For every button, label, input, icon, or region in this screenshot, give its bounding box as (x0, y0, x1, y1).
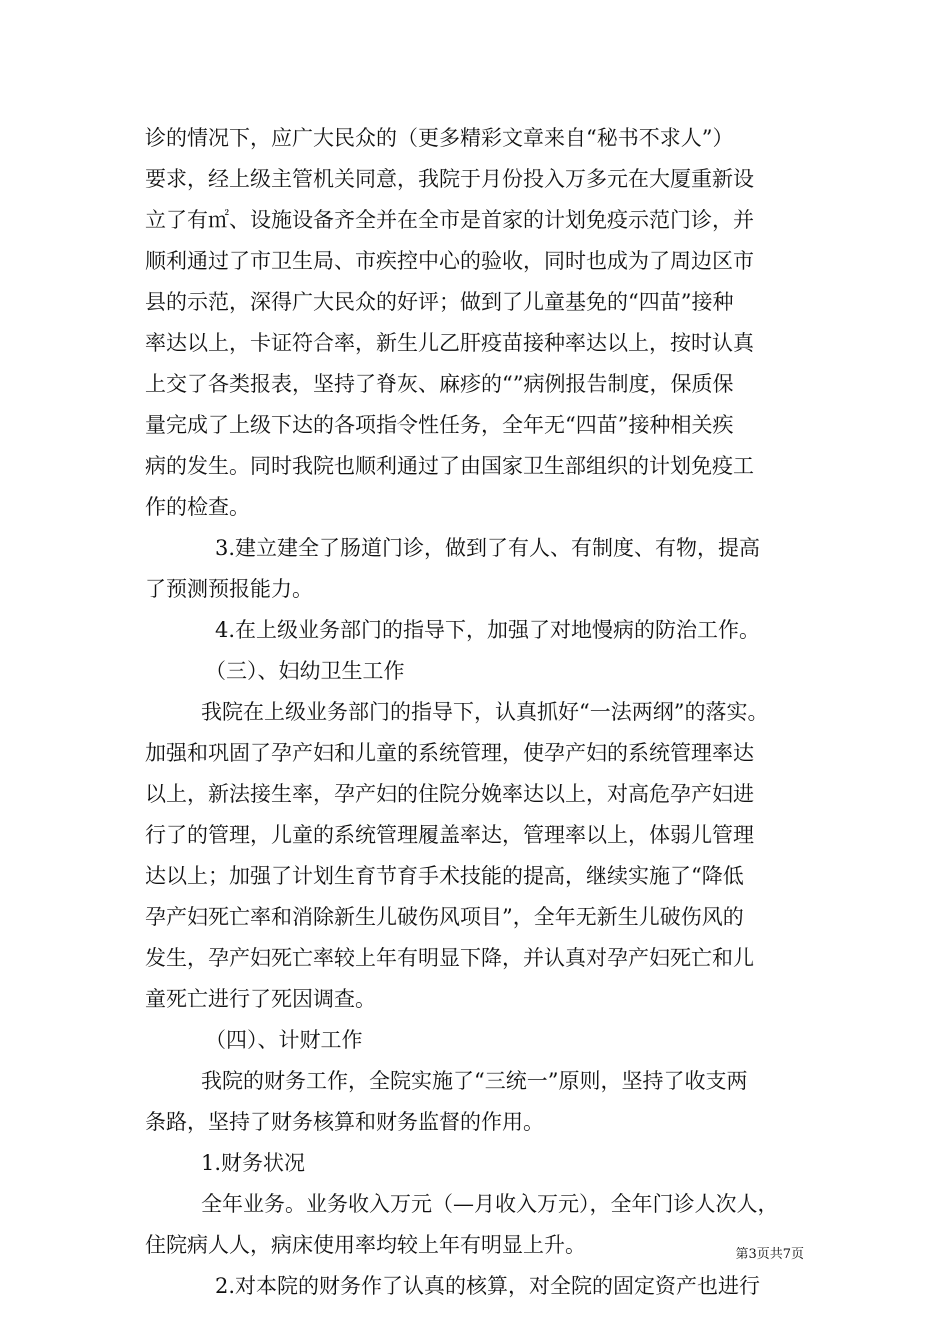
text-line: 了预测预报能力。 (145, 577, 313, 601)
paragraph-start: 全年业务。业务收入万元（—月收入万元），全年门诊人次人， (201, 1192, 779, 1216)
text-line: 要求，经上级主管机关同意，我院于月份投入万多元在大厦重新设 (145, 167, 754, 191)
page-number: 第3页共7页 (735, 1247, 804, 1262)
text-line: 立了有㎡、设施设备齐全并在全市是首家的计划免疫示范门诊，并 (145, 208, 754, 232)
text-line: 孕产妇死亡率和消除新生儿破伤风项目”，全年无新生儿破伤风的 (145, 905, 744, 929)
document-body (145, 118, 810, 1307)
text-line: 县的示范，深得广大民众的好评；做到了儿童基免的“四苗”接种 (145, 290, 734, 314)
section-heading: （三）、妇幼卫生工作 (205, 659, 405, 683)
numbered-item: 3.建立建全了肠道门诊，做到了有人、有制度、有物，提高 (215, 536, 761, 560)
text-line: 达以上；加强了计划生育节育手术技能的提高，继续实施了“降低 (145, 864, 744, 888)
numbered-item: 4.在上级业务部门的指导下，加强了对地慢病的防治工作。 (215, 618, 761, 642)
text-line: 上交了各类报表，坚持了脊灰、麻疹的“”病例报告制度，保质保 (145, 372, 734, 396)
numbered-item: 1.财务状况 (201, 1151, 306, 1175)
text-line: 作的检查。 (145, 495, 250, 519)
text-line: 童死亡进行了死因调查。 (145, 987, 376, 1011)
numbered-item: 2.对本院的财务作了认真的核算，对全院的固定资产也进行 (215, 1274, 761, 1298)
text-line: 条路，坚持了财务核算和财务监督的作用。 (145, 1110, 544, 1134)
text-line: 诊的情况下，应广大民众的（更多精彩文章来自“秘书不求人”） (145, 126, 734, 150)
paragraph-start: 我院的财务工作，全院实施了“三统一”原则，坚持了收支两 (201, 1069, 748, 1093)
text-line: 住院病人人，病床使用率均较上年有明显上升。 (145, 1233, 586, 1257)
text-line: 顺利通过了市卫生局、市疾控中心的验收，同时也成为了周边区市 (145, 249, 754, 273)
text-line: 加强和巩固了孕产妇和儿童的系统管理，使孕产妇的系统管理率达 (145, 741, 754, 765)
text-line: 发生，孕产妇死亡率较上年有明显下降，并认真对孕产妇死亡和儿 (145, 946, 754, 970)
text-line: 以上，新法接生率，孕产妇的住院分娩率达以上，对高危孕产妇进 (145, 782, 754, 806)
text-line: 率达以上，卡证符合率，新生儿乙肝疫苗接种率达以上，按时认真 (145, 331, 754, 355)
paragraph-start: 我院在上级业务部门的指导下，认真抓好“一法两纲”的落实。 (201, 700, 769, 724)
text-line: 量完成了上级下达的各项指令性任务，全年无“四苗”接种相关疾 (145, 413, 734, 437)
text-line: 病的发生。同时我院也顺利通过了由国家卫生部组织的计划免疫工 (145, 454, 754, 478)
section-heading: （四）、计财工作 (205, 1028, 363, 1052)
text-line: 行了的管理，儿童的系统管理履盖率达，管理率以上，体弱儿管理 (145, 823, 754, 847)
